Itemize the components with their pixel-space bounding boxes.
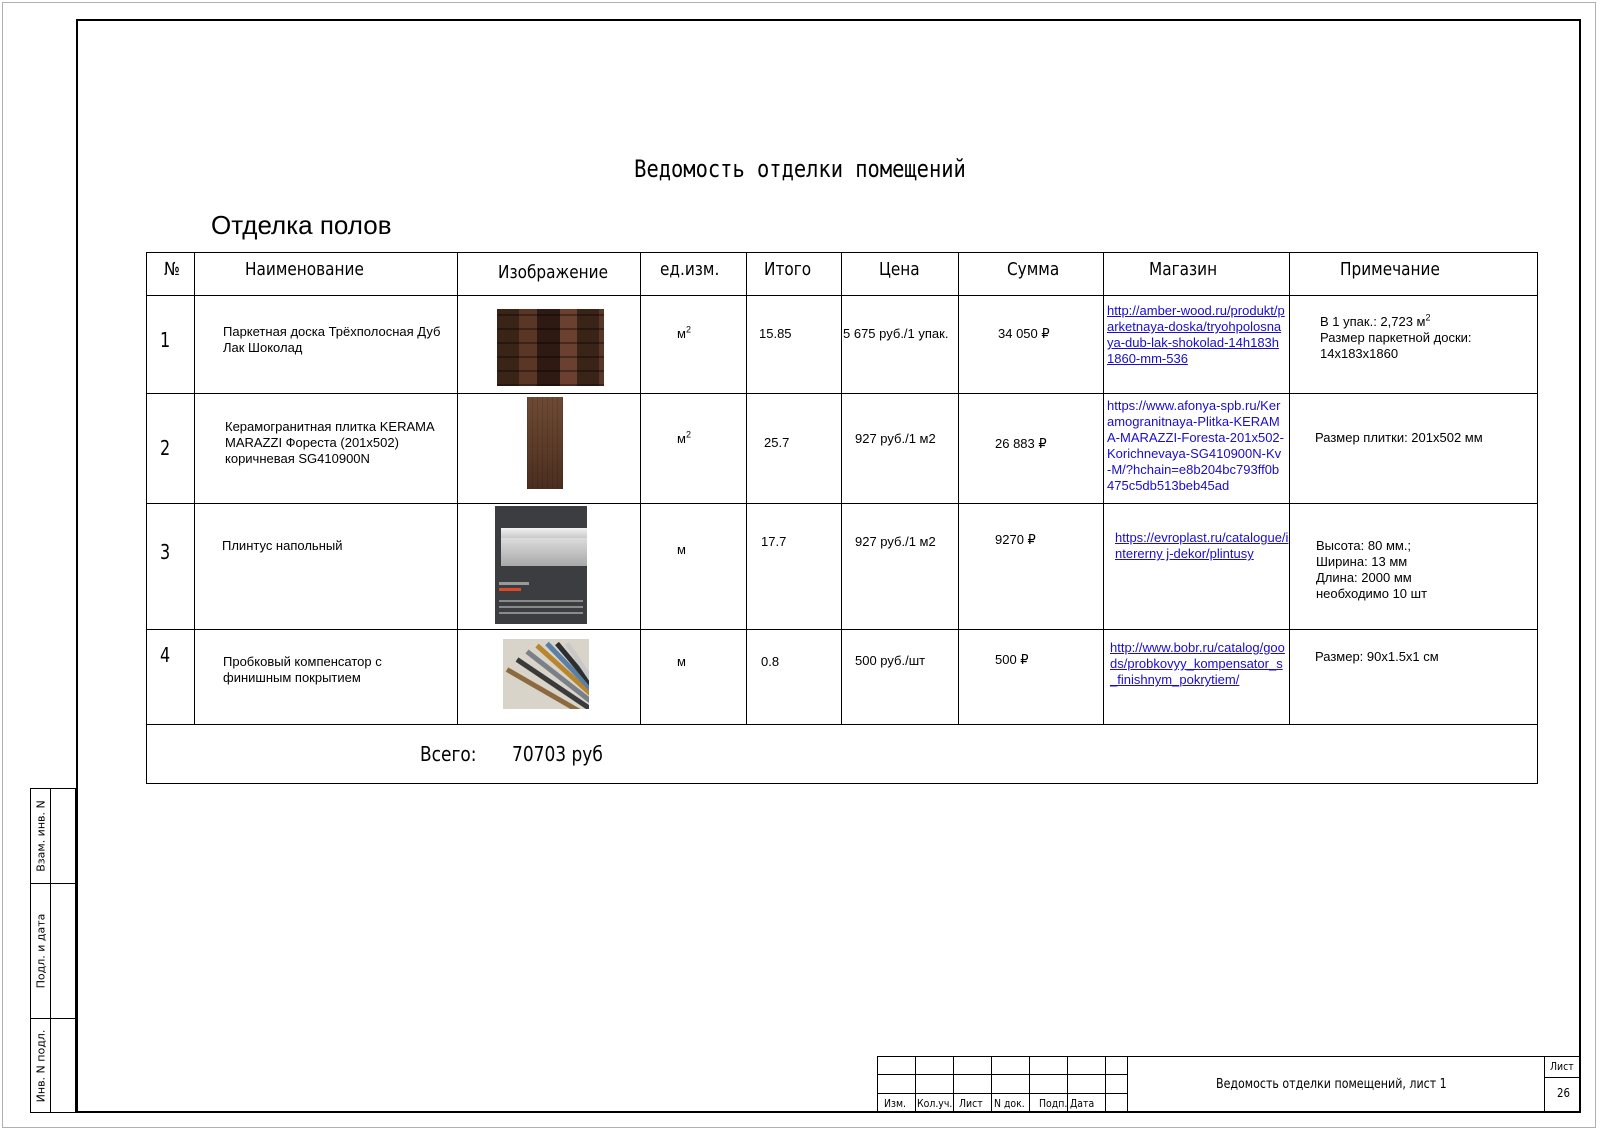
stamp-line [877, 1056, 1581, 1057]
item-name: Паркетная доска Трёхполосная Дуб Лак Шоколад [223, 324, 441, 355]
header-name: Наименование [245, 259, 364, 280]
table-line [958, 252, 959, 724]
price: 927 руб./1 м2 [855, 534, 936, 549]
stamp-sheet-number: 26 [1557, 1086, 1570, 1100]
header-shop: Магазин [1149, 259, 1218, 280]
table-line [1103, 252, 1104, 724]
note: Размер плитки: 201х502 мм [1315, 430, 1483, 445]
title-block [877, 1056, 1581, 1113]
stamp-col-podp: Подп. [1039, 1097, 1068, 1110]
stamp-col-kol: Кол.уч. [917, 1097, 953, 1110]
sum: 9270 ₽ [995, 532, 1036, 547]
stamp-line [1105, 1056, 1106, 1113]
table-line [1289, 252, 1290, 724]
row-number: 4 [160, 643, 171, 667]
table-line [640, 252, 641, 724]
section-title: Отделка полов [211, 210, 392, 240]
stamp-col-list: Лист [959, 1097, 983, 1110]
tile-image [527, 397, 563, 489]
shop-link[interactable]: https://evroplast.ru/catalogue/intererny j-dekor/plintusy [1115, 530, 1289, 561]
shop-link[interactable]: https://www.afonya-spb.ru/Keramogranitnaya-Plitka-KERAMA-MARAZZI-Foresta-201x502-Korichnevaya-SG410900N-Kv-M/?hchain=e8b204bc793ff0b475c5db513beb45ad [1107, 398, 1284, 493]
drawing-title: Ведомость отделки помещений [634, 155, 966, 183]
table-line [146, 252, 1538, 253]
row-number: 3 [160, 540, 171, 564]
item-name: Пробковый компенсатор с финишным покрытием [223, 654, 382, 685]
total-label: Всего: [420, 742, 477, 766]
side-stamp-inv-orig [30, 1018, 76, 1113]
table-line [146, 295, 1538, 296]
sum: 26 883 ₽ [995, 436, 1047, 451]
unit: м [677, 654, 686, 669]
stamp-sheet-label: Лист [1550, 1060, 1574, 1073]
unit: м [677, 542, 686, 557]
baseboard-profile-face [501, 538, 587, 566]
header-price: Цена [879, 259, 920, 280]
table-line [146, 503, 1538, 504]
sum: 500 ₽ [995, 652, 1029, 667]
baseboard-profile [501, 528, 587, 538]
row-number: 2 [160, 436, 171, 460]
price: 5 675 руб./1 упак. [843, 326, 949, 341]
quantity: 25.7 [764, 435, 790, 450]
table-line [841, 252, 842, 724]
spec-text-line [499, 606, 583, 608]
note: Высота: 80 мм.; Ширина: 13 мм Длина: 2000 мм необходимо 10 шт [1316, 538, 1428, 601]
header-note: Примечание [1340, 259, 1440, 280]
parquet-image [497, 309, 604, 386]
item-name: Плинтус напольный [222, 538, 343, 553]
unit: $м^2$ [677, 324, 691, 341]
quantity: 0.8 [761, 654, 780, 669]
header-image: Изображение [498, 262, 609, 283]
price: 500 руб./шт [855, 653, 926, 668]
table-line [146, 783, 1538, 784]
quantity: 15.85 [759, 326, 792, 341]
row-number: 1 [160, 328, 171, 352]
sum: 34 050 ₽ [998, 326, 1050, 341]
price: 927 руб./1 м2 [855, 431, 936, 446]
finish-schedule-table [146, 252, 1538, 784]
stamp-line [1127, 1056, 1128, 1113]
table-line [146, 393, 1538, 394]
spec-text-line [499, 600, 583, 602]
shop-link[interactable]: http://amber-wood.ru/produkt/parketnaya-doska/tryohpolosnaya-dub-lak-shokolad-14h183h1860-mm-536 [1107, 303, 1285, 366]
side-stamp-label: Инв. N подл. [31, 1019, 51, 1112]
stamp-col-ndok: N док. [994, 1097, 1025, 1110]
item-name: Керамогранитная плитка KERAMA MARAZZI Фореста (201x502) коричневая SG410900N [225, 419, 434, 466]
stamp-line [915, 1056, 916, 1113]
unit: $м^2$ [677, 429, 691, 446]
table-line [194, 252, 195, 724]
stamp-col-izm: Изм. [884, 1097, 906, 1110]
side-stamp-sign-date [30, 883, 76, 1019]
stamp-line [991, 1056, 992, 1113]
side-stamp-replace-inv [30, 788, 76, 884]
stamp-line [953, 1056, 954, 1113]
stamp-line [1544, 1056, 1545, 1113]
header-total: Итого [764, 259, 812, 280]
side-stamp-label: Взам. инв. N [31, 789, 51, 883]
stamp-title: Ведомость отделки помещений, лист 1 [1216, 1077, 1447, 1092]
quantity: 17.7 [761, 534, 787, 549]
table-line [146, 252, 147, 784]
stamp-line [1544, 1077, 1581, 1078]
price-text-line [499, 588, 521, 591]
stamp-col-data: Дата [1070, 1097, 1095, 1110]
table-line [146, 629, 1538, 630]
shop-link[interactable]: http://www.bobr.ru/catalog/goods/probkovyy_kompensator_s_finishnym_pokrytiem/ [1110, 640, 1285, 687]
note: Размер: 90х1.5х1 см [1315, 649, 1439, 664]
cork-image [503, 639, 589, 709]
side-stamp-label: Подл. и дата [31, 884, 51, 1018]
header-num: № [164, 259, 180, 280]
table-line [146, 724, 1538, 725]
stamp-line [877, 1056, 878, 1113]
spec-text-line [499, 612, 583, 614]
note: В 1 упак.: 2,723 $м^2$ Размер паркетной доски: 14х183х1860 [1320, 312, 1472, 361]
table-line [457, 252, 458, 724]
table-line [746, 252, 747, 724]
header-unit: ед.изм. [660, 259, 720, 280]
stamp-line [1029, 1056, 1030, 1113]
total-value: 70703 руб [512, 742, 603, 766]
spec-text-line [499, 582, 529, 585]
table-line [1537, 252, 1538, 784]
header-sum: Сумма [1007, 259, 1060, 280]
baseboard-image [495, 506, 587, 624]
